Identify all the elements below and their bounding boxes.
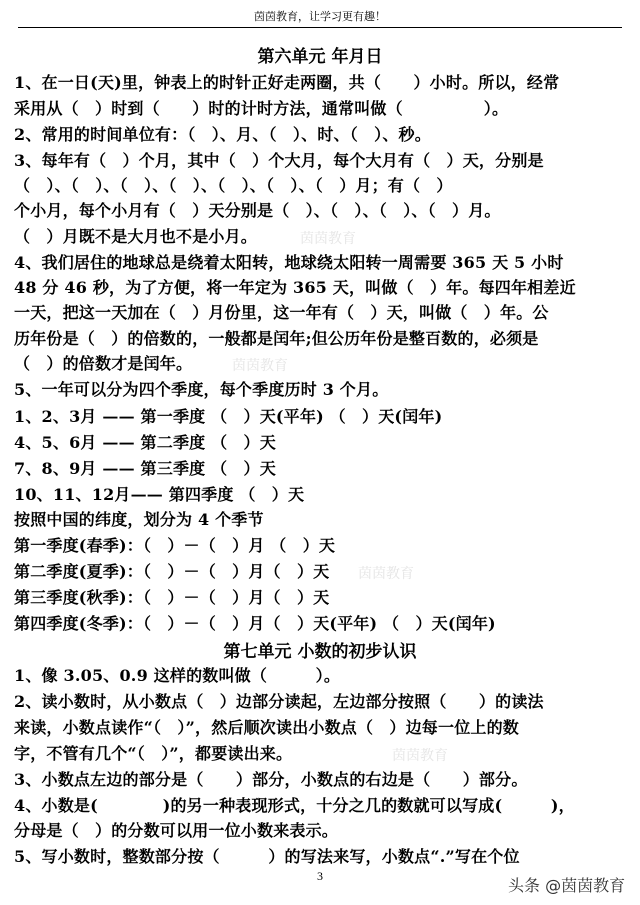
watermark: 茵茵教育 [300,231,356,247]
text-line: 第二季度(夏季)：（ ）－（ ）月（ ）天 [14,562,330,581]
text-line: 2、读小数时，从小数点（ ）边部分读起，左边部分按照（ ）的读法 [14,692,544,711]
text-line: 第一季度(春季)：（ ）－（ ）月 （ ）天 [14,536,336,555]
text-line: 第三季度(秋季)：（ ）－（ ）月（ ）天 [14,588,330,607]
text-line: （ ）月既不是大月也不是小月。 [14,227,258,246]
text-line: 1、像 3.05、0.9 这样的数叫做（ ）。 [14,666,341,685]
watermark: 茵茵教育 [232,358,288,374]
text-line: 来读，小数点读作“（ ）”，然后顺次读出小数点（ ）边每一位上的数 [14,718,520,737]
text-line: 历年份是（ ）的倍数的，一般都是闰年;但公历年份是整百数的，必须是 [14,329,539,348]
text-line: 48 分 46 秒，为了方便，将一年定为 365 天，叫做（ ）年。每四年相差近 [14,278,576,297]
header-divider [18,27,622,28]
section-7-title: 第七单元 小数的初步认识 [223,642,417,662]
watermark: 茵茵教育 [358,566,414,582]
text-line: 10、11、12月—— 第四季度 （ ）天 [14,485,305,504]
text-line: 分母是（ ）的分数可以用一位小数来表示。 [14,821,339,840]
text-line: 第四季度(冬季)：（ ）－（ ）月（ ）天(平年) （ ）天(闰年) [14,614,496,633]
text-line: 3、每年有（ ）个月，其中（ ）个大月，每个大月有（ ）天，分别是 [14,151,544,170]
section-6-title: 第六单元 年月日 [257,47,383,67]
text-line: 4、我们居住的地球总是绕着太阳转，地球绕太阳转一周需要 365 天 5 小时 [14,253,564,272]
text-line: 一天，把这一天加在（ ）月份里，这一年有（ ）天，叫做（ ）年。公 [14,303,549,322]
text-line: 采用从（ ）时到（ ）时的计时方法，通常叫做（ ）。 [14,99,509,118]
text-line: 个小月，每个小月有（ ）天分别是（ ）、（ ）、（ ）、（ ）月。 [14,201,501,220]
text-line: （ ）、（ ）、（ ）、（ ）、（ ）、（ ）、（ ）月；有（ ） [14,176,453,195]
text-line: 1、2、3月 —— 第一季度 （ ）天(平年) （ ）天(闰年) [14,407,443,426]
text-line: 字，不管有几个“（ ）”，都要读出来。 [14,744,293,763]
watermark: 茵茵教育 [392,748,448,764]
text-line: 3、小数点左边的部分是（ ）部分，小数点的右边是（ ）部分。 [14,770,528,789]
page-header: 茵茵教育，让学习更有趣！ [254,10,386,23]
page-number: 3 [317,869,323,883]
text-line: （ ）的倍数才是闰年。 [14,354,193,373]
text-line: 2、常用的时间单位有：（ ）、月、（ ）、时、（ ）、秒。 [14,125,431,144]
text-line: 按照中国的纬度，划分为 4 个季节 [14,510,264,529]
text-line: 4、小数是( )的另一种表现形式，十分之几的数就可以写成( )， [14,796,575,815]
text-line: 1、在一日(天)里，钟表上的时针正好走两圈，共（ ）小时。所以，经常 [14,73,560,92]
text-line: 5、写小数时，整数部分按（ ）的写法来写，小数点“.”写在个位 [14,847,520,866]
brand-watermark: 头条 @茵茵教育 [508,876,626,895]
text-line: 7、8、9月 —— 第三季度 （ ）天 [14,459,276,478]
text-line: 4、5、6月 —— 第二季度 （ ）天 [14,433,276,452]
text-line: 5、一年可以分为四个季度，每个季度历时 3 个月。 [14,380,389,399]
